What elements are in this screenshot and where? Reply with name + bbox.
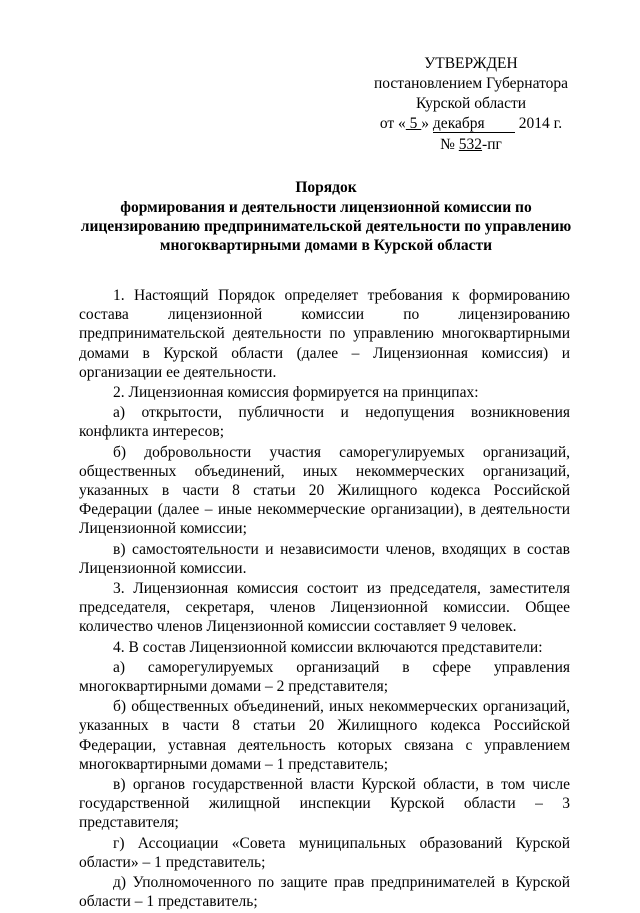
- paragraph: 1. Настоящий Порядок определяет требования к формированию состава лицензионной комиссии по лицензированию предпринимательской деятельности по управлению многоквартирными домами в Курской области (далее – Лицензионная комиссия) и организации ее деятельности.: [79, 287, 570, 381]
- paragraph: д) Уполномоченного по защите прав предпринимателей в Курской области – 1 представитель;: [79, 874, 570, 911]
- approval-date: [360, 114, 582, 134]
- paragraph: г) Ассоциации «Совета муниципальных образований Курской области» – 1 представитель;: [79, 834, 570, 871]
- approval-number: [360, 135, 582, 155]
- paragraph: б) общественных объединений, иных некоммерческих организаций, указанных в части 8 статьи 20 Жилищного кодекса Российской Федерации, уставная деятельность которых связана с управлением многоквартирными домами – 1 представитель;: [79, 698, 570, 773]
- paragraph: 3. Лицензионная комиссия состоит из председателя, заместителя председателя, секретаря, членов Лицензионной комиссии. Общее количество членов Лицензионной комиссии составляет 9 человек.: [79, 580, 570, 636]
- approval-stamp: [360, 54, 582, 155]
- document-title: [60, 178, 592, 255]
- date-mid: »: [421, 115, 433, 132]
- date-day: 5: [405, 115, 422, 132]
- paragraph: 2. Лицензионная комиссия формируется на принципах:: [113, 384, 479, 402]
- title-line-1: Порядок: [295, 179, 357, 196]
- paragraph: 4. В состав Лицензионной комиссии включаются представители:: [113, 638, 543, 656]
- approved-heading: УТВЕРЖДЕН: [424, 55, 518, 72]
- number-prefix: №: [440, 136, 459, 153]
- paragraph: в) самостоятельности и независимости членов, входящих в состав Лицензионной комиссии.: [79, 540, 570, 577]
- paragraph: а) открытости, публичности и недопущения возникновения конфликта интересов;: [79, 404, 570, 441]
- document-body: [79, 286, 570, 913]
- number-value: 532: [458, 136, 483, 153]
- paragraph: а) саморегулируемых организаций в сфере управления многоквартирными домами – 2 представителя;: [79, 658, 570, 696]
- date-prefix: от «: [379, 115, 406, 132]
- number-suffix: -пг: [482, 136, 502, 153]
- approval-line-1: постановлением Губернатора: [373, 75, 569, 92]
- date-year: 2014 г.: [514, 115, 563, 132]
- title-line-2: формирования и деятельности лицензионной комиссии по лицензированию предпринимательской деятельности по управлению многоквартирными домами в Курской области: [80, 199, 572, 254]
- date-month: декабря: [433, 116, 515, 133]
- paragraph: в) органов государственной власти Курской области, в том числе государственной жилищной инспекции Курской области – 3 представителя;: [79, 776, 570, 832]
- approval-line-2: Курской области: [415, 95, 527, 112]
- paragraph: б) добровольности участия саморегулируемых организаций, общественных объединений, иных некоммерческих организаций, указанных в части 8 статьи 20 Жилищного кодекса Российской Федерации (далее – иные некоммерческие организации), в деятельности Лицензионной комиссии;: [79, 443, 570, 538]
